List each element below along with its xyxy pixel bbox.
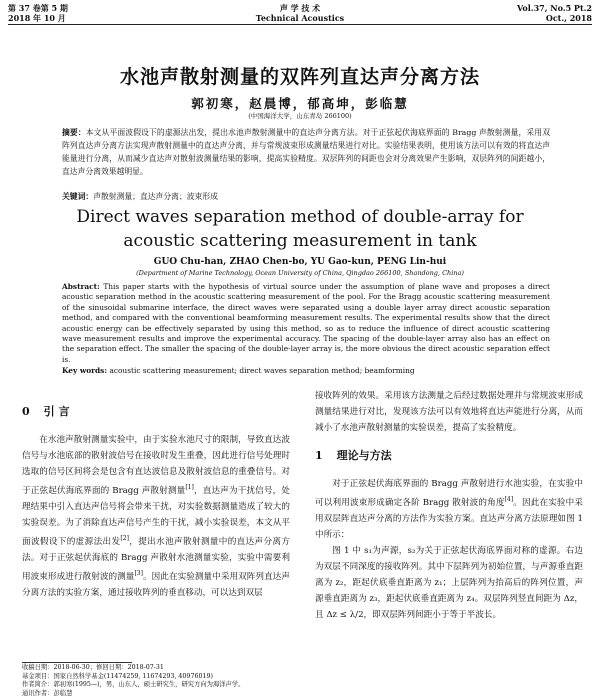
paper-title-en: Direct waves separation method of double-array for acoustic scattering measurement in tank (40, 205, 560, 253)
header-divider (8, 24, 592, 25)
body-column-right (315, 388, 583, 623)
intro-text-1: 在水池声散射测量实验中，由于实验水池尺寸的限制，导致直达波信号与水池底部的散射波信号在接收时发生重叠，因此进行信号处理时选取的信号区间将会是包含有直达波信息及散射波信息的重叠信号。对于正弦起伏海底界面的 Bragg 声散射测量 (22, 435, 290, 496)
section-number-1: 1 (315, 449, 323, 462)
theory-text-2: 。因此在实验中采用双层阵直达声分离的方法作为实验方案。直达声分离方法原理如图 1 中所示： (315, 498, 583, 540)
authors-en: GUO Chu-han, ZHAO Chen-bo, YU Gao-kun, PENG Lin-hui (0, 257, 600, 267)
theory-paragraph-2: 图 1 中 s₁为声源，s₂为关于正弦起伏海底界面对称的虚源。右边为双层不同深度的接收阵列。其中下层阵列为初始位置，与声源垂直距离为 z₂，距起伏底垂直距离为 z₁；上层阵列为抬高后的阵列位置，声源垂直距离为 z₃，距起伏底垂直距离为 z₄。双层阵列竖直间距为 Δz，且 Δz ≤ λ/2，即双层阵列间距小于等于半波长。 (315, 543, 583, 623)
theory-paragraph-1 (315, 476, 583, 543)
keywords-zh (62, 191, 550, 202)
section-heading-intro (22, 404, 290, 420)
footnote-divider (22, 662, 132, 663)
keywords-en (62, 366, 550, 375)
header-volume-en: Vol.37, No.5 Pt.2 (517, 3, 592, 13)
citation-2: [2] (120, 535, 129, 542)
abstract-label-zh: 摘要： (62, 128, 86, 137)
intro-text-2: ，直达声为干扰信号，处理结果中引入直达声信号将会带来干扰，对实验数据测量造成了较大的实验误差。为了消除直达声信号产生的干扰，减小实验误差，本文从平面波假设下的虚源法出发 (22, 486, 290, 547)
footnote-author: 作者简介：郭初寒(1995—)，男，山东人，硕士研究生，研究方向为海洋声学。 (22, 681, 290, 690)
abstract-text-zh: 本文从平面波假设下的虚源法出发，提出水池声散射测量中的直达声分离方法。对于正弦起伏海底界面的 Bragg 声散射测量，采用双阵列直达声分离方法实现声散射测量中的直达声分离，并与常规波束形成测量结果进行对比。实验结果表明，使用该方法可以有效的将直达声能量进行分离，从而减少直达声对散射波测量结果的影响，提高实验精度。双层阵列的间距也会对分离效果产生影响，双层阵列的间距越小，直达声分离效果越明显。 (62, 128, 550, 176)
header-journal-zh: 声 学 技 术 (8, 3, 592, 13)
footnotes (22, 664, 290, 698)
intro-text-4: 。因此在实验测量中采用双阵列直达声分离方法的实验方案，通过接收阵列的垂直移动，可以达到双层 (22, 572, 290, 598)
header-center (8, 3, 592, 23)
keywords-label-en: Key words: (62, 366, 107, 375)
header-date-en: Oct., 2018 (517, 13, 592, 23)
affiliation-zh: (中国海洋大学，山东青岛 266100) (0, 111, 600, 120)
intro-paragraph (22, 432, 290, 601)
paper-title-zh: 水池声散射测量的双阵列直达声分离方法 (0, 62, 600, 89)
affiliation-en: (Department of Marine Technology, Ocean University of China, Qingdao 266100, Shandong, China) (0, 269, 600, 277)
keywords-label-zh: 关键词： (62, 192, 93, 201)
footnote-received: 收稿日期：2018-06-30；修回日期：2018-07-31 (22, 664, 290, 673)
intro-text-3: ，提出水池声散射测量中的直达声分离方法。对于正弦起伏海底的 Bragg 声散射水池测量实验，实验中需要利用波束形成进行散射波的测量 (22, 537, 290, 582)
intro-continuation: 接收阵列的效果。采用该方法测量之后经过数据处理并与常规波束形成测量结果进行对比，发现该方法可以有效地将直达声能进行分离，从而减小了水池声散射测量的实验误差，提高了实验精度。 (315, 388, 583, 436)
header-date-zh: 2018 年 10 月 (8, 13, 68, 23)
section-title-intro: 引 言 (44, 405, 70, 418)
header-journal-en: Technical Acoustics (8, 13, 592, 23)
header-right (517, 3, 592, 23)
abstract-en (62, 282, 550, 365)
keywords-text-zh: 声散射测量；直达声分离；波束形成 (93, 192, 218, 201)
citation-3: [3] (134, 570, 143, 577)
header-volume-zh: 第 37 卷第 5 期 (8, 3, 68, 13)
footnote-funding: 基金项目：国家自然科学基金(11474259, 11674293, 40976019) (22, 673, 290, 682)
keywords-text-en: acoustic scattering measurement; direct waves separation method; beamforming (109, 366, 414, 375)
body-column-left (22, 392, 290, 601)
section-title-theory: 理论与方法 (337, 449, 392, 462)
theory-text-1: 对于正弦起伏海底界面的 Bragg 声散射进行水池实验，在实验中可以利用波束形成确定各阶 Bragg 散射波的角度 (315, 479, 583, 508)
citation-1: [1] (185, 484, 194, 491)
citation-4: [4] (505, 496, 514, 503)
authors-zh: 郭初寒，赵晨博，郁高坤，彭临慧 (0, 94, 600, 112)
section-heading-theory (315, 448, 583, 464)
abstract-zh (62, 126, 550, 178)
footnote-corresponding: 通讯作者：彭临慧 (22, 690, 290, 698)
abstract-text-en: This paper starts with the hypothesis of virtual source under the assumption of plane wave and proposes a direct acoustic separation method in the acoustic scattering measurement of the pool. For the Bragg acoustic scattering measurement of the sinusoidal submarine interface, the direct waves were separated using a double layer array direct acoustic separation method, and compared with the conventional beamforming measurement results. The experimental results show that the direct acoustic energy can be effectively separated by using this method, so as to reduce the influence of direct acoustic scattering wave measurement results and improve the experimental accuracy. The spacing of the double-layer array also has an effect on the separation effect. The smaller the spacing of the double-layer array is, the more obvious the direct acoustic separation effect is. (62, 282, 550, 364)
section-number-0: 0 (22, 405, 30, 418)
journal-header (8, 3, 592, 25)
abstract-label-en: Abstract: (62, 282, 100, 291)
